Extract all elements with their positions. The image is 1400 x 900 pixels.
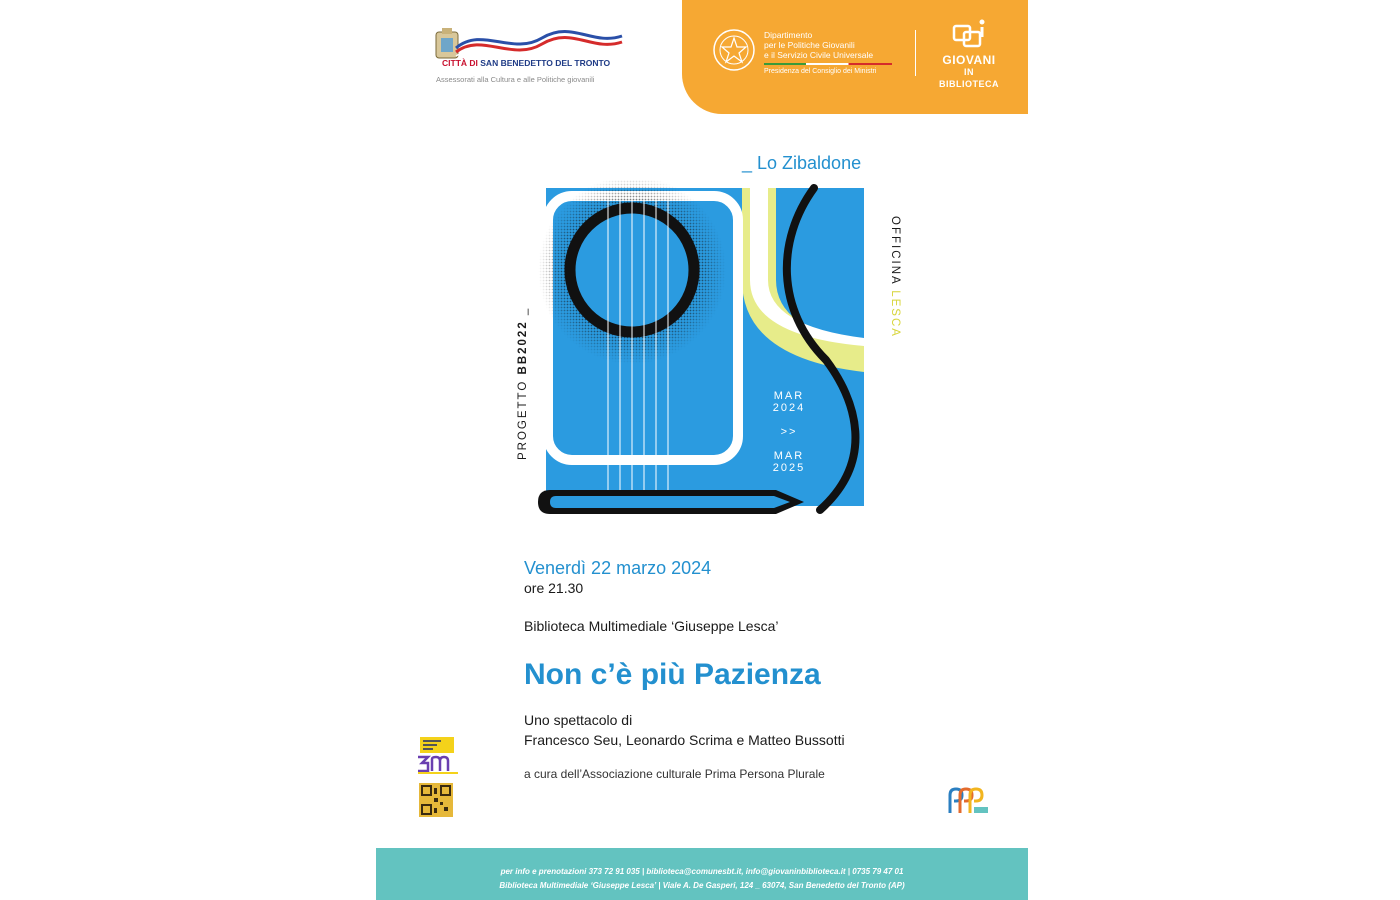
footer-address: Biblioteca Multimediale ‘Giuseppe Lesca’ | Viale A. De Gasperi, 124 _ 63074, San Benedetto del Tronto (AP) (499, 881, 905, 890)
project-suffix: _ (517, 306, 529, 316)
dept-line-1: Dipartimento (764, 30, 813, 40)
department-name (764, 30, 873, 60)
giovani-in-biblioteca-wordmark (934, 54, 1004, 90)
event-time: ore 21.30 (524, 580, 584, 596)
contact-footer (376, 848, 1028, 900)
event-venue: Biblioteca Multimediale ‘Giuseppe Lesca’ (524, 618, 779, 634)
date-from-month: MAR (773, 390, 805, 402)
city-name (442, 58, 610, 68)
brand-line-2: IN BIBLIOTECA (939, 67, 999, 89)
biblioteca-multimediale-logo-icon (416, 735, 464, 775)
project-code: BB2022 (517, 320, 529, 375)
italian-republic-emblem-icon (712, 28, 756, 72)
department-presidency: Presidenza del Consiglio dei Ministri (764, 68, 877, 75)
event-poster (376, 0, 1028, 900)
event-curator: a cura dell’Associazione culturale Prima Persona Plurale (524, 767, 825, 781)
event-date: Venerdì 22 marzo 2024 (524, 558, 712, 578)
footer-contacts: per info e prenotazioni 373 72 91 035 | biblioteca@comunesbt.it, info@giovaninbiblioteca.it | 0735 79 47 01 (500, 867, 904, 876)
officina-label: OFFICINA (889, 216, 901, 286)
event-title: Non c’è più Pazienza (524, 658, 821, 691)
series-label: _ Lo Zibaldone (742, 153, 862, 173)
city-name-text: SAN BENEDETTO DEL TRONTO (480, 58, 611, 68)
header-divider (915, 30, 916, 76)
event-intro: Uno spettacolo di (524, 712, 633, 728)
city-name-prefix: CITTÀ DI (442, 58, 478, 68)
event-authors: Francesco Seu, Leonardo Scrima e Matteo Bussotti (524, 732, 845, 748)
project-code-vertical (517, 307, 529, 460)
guitar-artwork (536, 180, 876, 530)
officina-label-vertical (889, 216, 901, 338)
date-to-year: 2025 (772, 462, 806, 474)
partner-header-band (682, 0, 1028, 114)
qr-code-icon (419, 783, 453, 817)
dept-line-3: e il Servizio Civile Universale (764, 50, 874, 60)
project-prefix: PROGETTO (517, 379, 529, 460)
program-dates (764, 390, 814, 474)
city-subtitle: Assessorati alla Cultura e alle Politiche giovanili (436, 75, 595, 84)
date-to-month: MAR (773, 450, 805, 462)
giovani-in-biblioteca-icon (950, 18, 990, 54)
dept-line-2: per le Politiche Giovanili (764, 40, 855, 50)
tricolor-line (764, 63, 892, 65)
brand-line-1: GIOVANI (942, 53, 996, 67)
prima-persona-plurale-logo-icon (948, 785, 990, 815)
date-arrow: >> (780, 426, 798, 438)
date-from-year: 2024 (772, 402, 806, 414)
officina-name: LESCA (889, 290, 901, 338)
